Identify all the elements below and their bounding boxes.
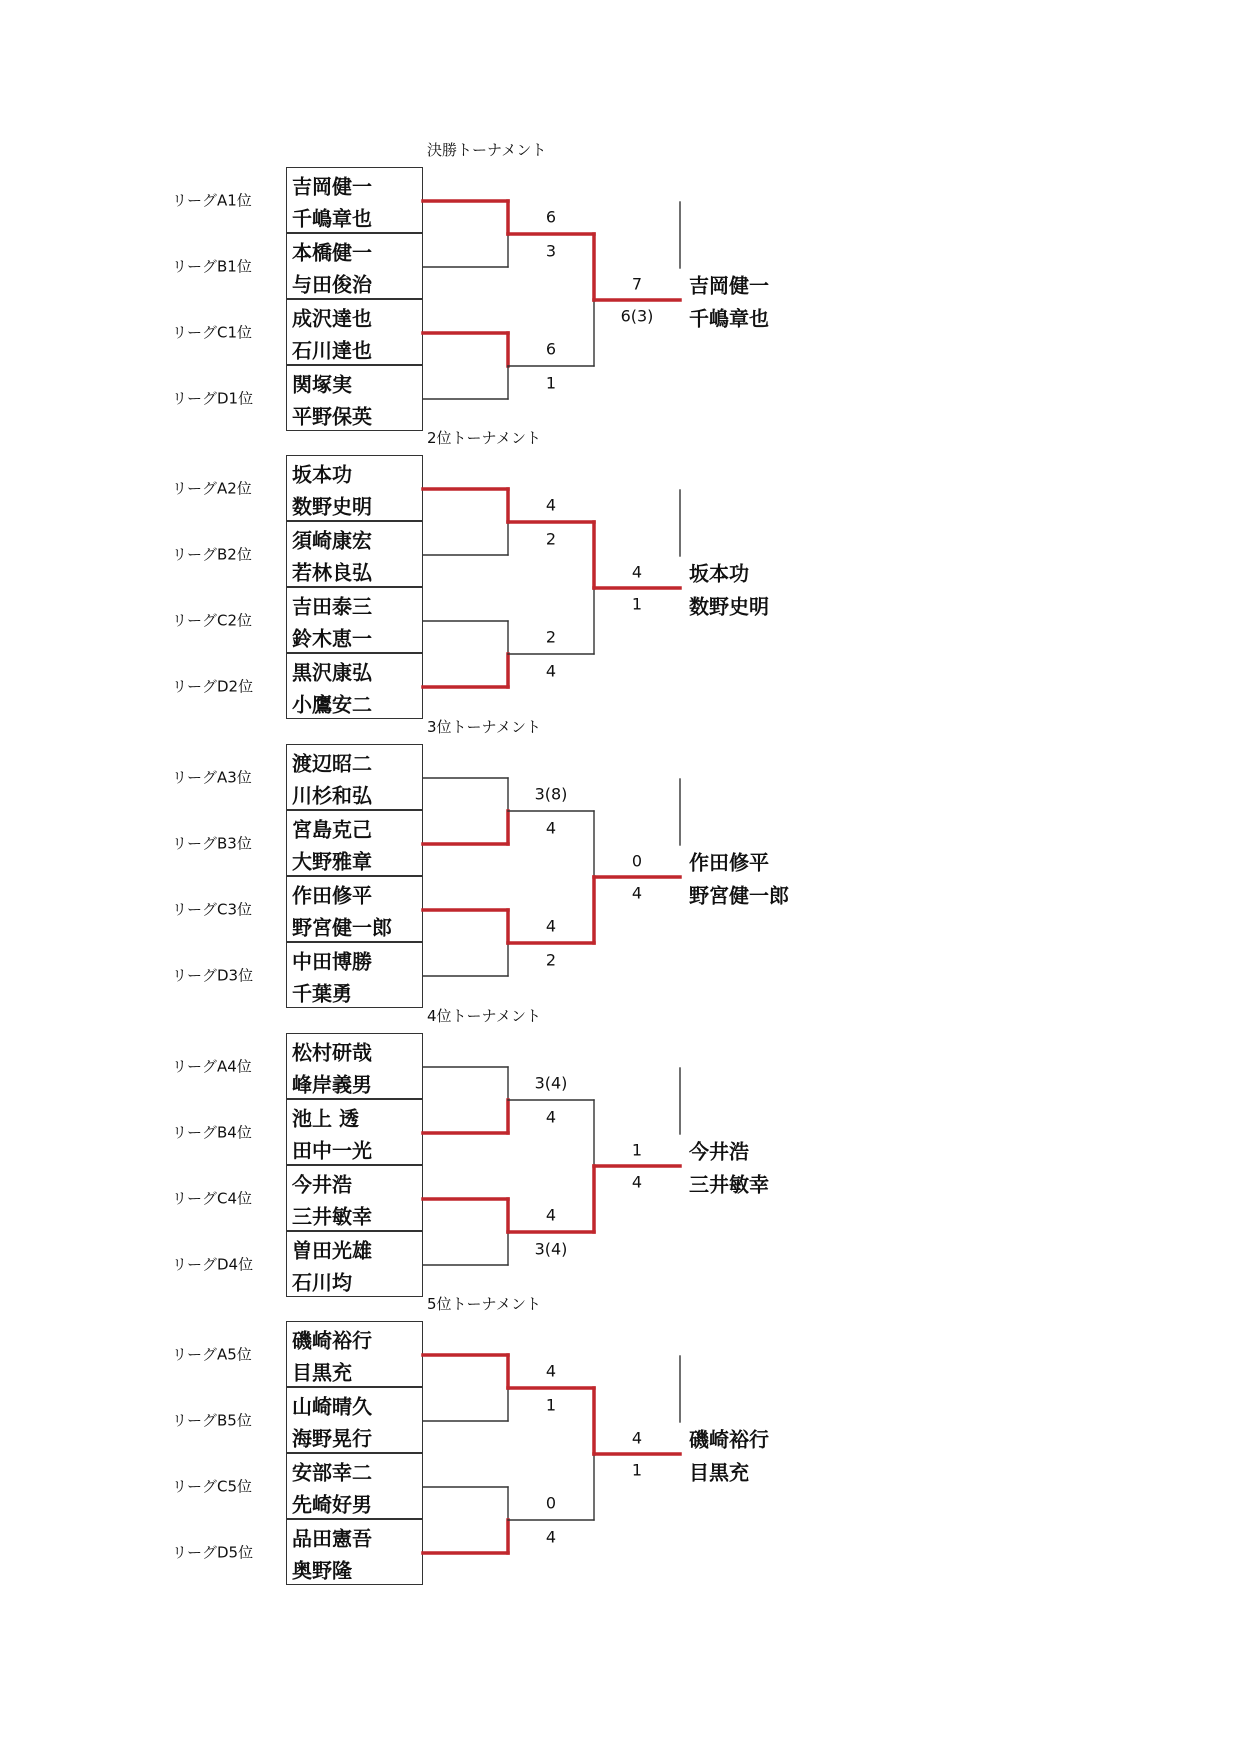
champion-name: 目黒充 [689,1460,749,1485]
match-score: 3(8) [534,784,568,804]
league-label: リーグB2位 [172,545,252,564]
match-score: 1 [545,373,557,393]
final-score: 7 [631,274,643,294]
league-label: リーグC5位 [172,1477,253,1496]
player-name: 若林良弘 [292,560,372,585]
league-label: リーグD3位 [172,966,254,985]
final-score: 1 [631,1140,643,1160]
player-name: 吉田泰三 [292,594,372,619]
league-label: リーグB1位 [172,257,252,276]
player-name: 小鷹安二 [292,692,372,717]
match-score: 3(4) [534,1239,568,1259]
player-name: 関塚実 [292,372,352,397]
tournament-title: 3位トーナメント [427,718,541,736]
player-name: 黒沢康弘 [292,660,372,685]
final-score: 1 [631,1460,643,1480]
final-score: 1 [631,594,643,614]
bracket-lines [0,729,1240,1019]
tournament-section [0,1295,1240,1596]
bracket-lines [0,440,1240,730]
tournament-section [0,141,1240,442]
player-name: 吉岡健一 [292,174,372,199]
match-score: 4 [545,1107,557,1127]
player-name: 坂本功 [292,462,352,487]
bracket-lines [0,152,1240,442]
match-score: 4 [545,1527,557,1547]
player-name: 千葉勇 [292,981,352,1006]
match-score: 4 [545,1361,557,1381]
match-score: 4 [545,495,557,515]
league-label: リーグB4位 [172,1123,252,1142]
tournament-title: 2位トーナメント [427,429,541,447]
player-name: 川杉和弘 [292,783,372,808]
player-name: 安部幸二 [292,1460,372,1485]
player-name: 三井敏幸 [292,1204,372,1229]
league-label: リーグA3位 [172,768,252,787]
tournament-section [0,1007,1240,1308]
champion-name: 千嶋章也 [689,306,769,331]
player-name: 鈴木恵一 [292,626,372,651]
tournament-title: 4位トーナメント [427,1007,541,1025]
league-label: リーグD1位 [172,389,254,408]
player-name: 品田憲吾 [292,1526,372,1551]
league-label: リーグD5位 [172,1543,254,1562]
league-label: リーグD2位 [172,677,254,696]
champion-name: 数野史明 [689,594,769,619]
player-name: 池上 透 [292,1106,359,1131]
champion-name: 野宮健一郎 [689,883,789,908]
player-name: 成沢達也 [292,306,372,331]
champion-name: 作田修平 [689,850,769,875]
bracket-lines [0,1306,1240,1596]
player-name: 先崎好男 [292,1492,372,1517]
player-name: 石川達也 [292,338,372,363]
player-name: 千嶋章也 [292,206,372,231]
player-name: 磯崎裕行 [292,1328,372,1353]
final-score: 4 [631,1172,643,1192]
match-score: 1 [545,1395,557,1415]
player-name: 作田修平 [292,883,372,908]
final-score: 0 [631,851,643,871]
match-score: 6 [545,207,557,227]
champion-name: 今井浩 [689,1139,749,1164]
league-label: リーグA1位 [172,191,252,210]
player-name: 奥野隆 [292,1558,352,1583]
match-score: 0 [545,1493,557,1513]
tournament-section [0,718,1240,1019]
league-label: リーグC4位 [172,1189,253,1208]
match-score: 2 [545,529,557,549]
player-name: 峰岸義男 [292,1072,372,1097]
player-name: 平野保英 [292,404,372,429]
match-score: 3 [545,241,557,261]
player-name: 石川均 [292,1270,352,1295]
player-name: 海野晃行 [292,1426,372,1451]
final-score: 4 [631,883,643,903]
champion-name: 坂本功 [689,561,749,586]
league-label: リーグB3位 [172,834,252,853]
player-name: 松村研哉 [292,1040,372,1065]
tournament-title: 5位トーナメント [427,1295,541,1313]
player-name: 中田博勝 [292,949,372,974]
match-score: 4 [545,818,557,838]
final-score: 4 [631,1428,643,1448]
match-score: 4 [545,1205,557,1225]
league-label: リーグA5位 [172,1345,252,1364]
tournament-section [0,429,1240,730]
league-label: リーグC3位 [172,900,253,919]
tournament-title: 決勝トーナメント [427,141,547,159]
match-score: 3(4) [534,1073,568,1093]
player-name: 大野雅章 [292,849,372,874]
final-score: 6(3) [620,306,654,326]
player-name: 数野史明 [292,494,372,519]
champion-name: 三井敏幸 [689,1172,769,1197]
player-name: 与田俊治 [292,272,372,297]
league-label: リーグA4位 [172,1057,252,1076]
league-label: リーグD4位 [172,1255,254,1274]
bracket-lines [0,1018,1240,1308]
player-name: 山崎晴久 [292,1394,372,1419]
league-label: リーグB5位 [172,1411,252,1430]
player-name: 今井浩 [292,1172,352,1197]
league-label: リーグC2位 [172,611,253,630]
champion-name: 磯崎裕行 [689,1427,769,1452]
player-name: 渡辺昭二 [292,751,372,776]
match-score: 4 [545,916,557,936]
player-name: 須崎康宏 [292,528,372,553]
champion-name: 吉岡健一 [689,273,769,298]
match-score: 6 [545,339,557,359]
player-name: 目黒充 [292,1360,352,1385]
match-score: 2 [545,627,557,647]
player-name: 曽田光雄 [292,1238,372,1263]
league-label: リーグA2位 [172,479,252,498]
player-name: 本橋健一 [292,240,372,265]
player-name: 野宮健一郎 [292,915,392,940]
match-score: 2 [545,950,557,970]
league-label: リーグC1位 [172,323,253,342]
match-score: 4 [545,661,557,681]
player-name: 宮島克己 [292,817,372,842]
player-name: 田中一光 [292,1138,372,1163]
final-score: 4 [631,562,643,582]
